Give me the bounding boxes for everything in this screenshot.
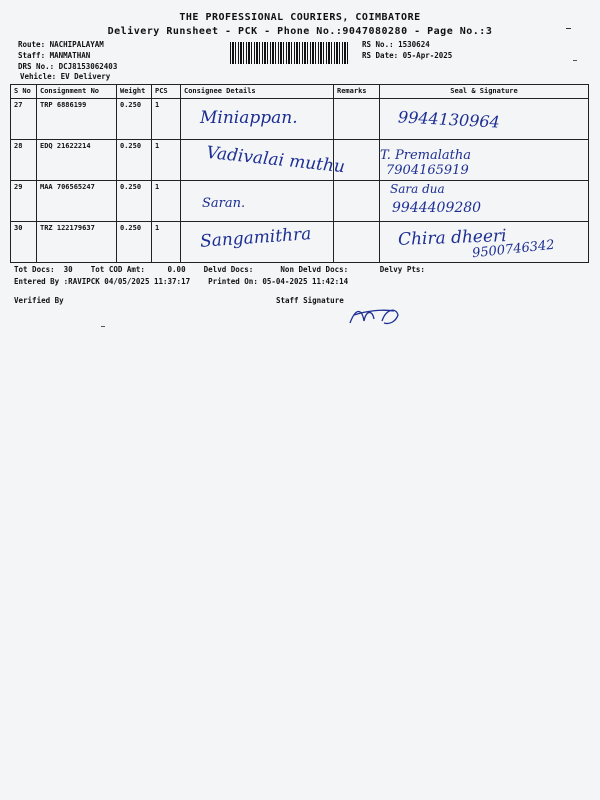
barcode — [230, 42, 348, 64]
cell-sno: 28 — [11, 140, 37, 181]
handwritten-signature-29-phone: 9944409280 — [392, 200, 482, 216]
cell-remarks — [334, 99, 380, 140]
entered-printed-info: Entered By :RAVIPCK 04/05/2025 11:37:17 Printed On: 05-04-2025 11:42:14 — [14, 277, 349, 286]
cell-pcs: 1 — [152, 140, 181, 181]
cell-pcs: 1 — [152, 99, 181, 140]
scan-mark — [573, 60, 577, 61]
table-row — [11, 181, 589, 222]
scan-mark — [101, 326, 105, 327]
handwritten-consignee-28: Vadivalai muthu — [205, 142, 346, 178]
cell-remarks — [334, 181, 380, 222]
vehicle-label: Vehicle: EV Delivery — [20, 72, 111, 81]
handwritten-signature-30-name: Chira dheeri — [397, 226, 507, 250]
col-header-pcs: PCS — [152, 85, 181, 99]
handwritten-signature-29-name: Sara dua — [390, 182, 445, 196]
cell-consignment: TRP 6886199 — [37, 99, 117, 140]
handwritten-signature-28-name: T. Premalatha — [380, 148, 472, 163]
col-header-consignment: Consignment No — [37, 85, 117, 99]
cell-consignment: EDQ 21622214 — [37, 140, 117, 181]
rs-date: RS Date: 05-Apr-2025 — [362, 51, 453, 60]
drs-number: DRS No.: DCJ8153062403 — [18, 62, 118, 71]
cell-consignment: MAA 706565247 — [37, 181, 117, 222]
cell-sno: 30 — [11, 222, 37, 263]
col-header-sno: S No — [11, 85, 37, 99]
cell-pcs: 1 — [152, 222, 181, 263]
cell-weight: 0.250 — [117, 181, 152, 222]
col-header-consignee: Consignee Details — [181, 85, 334, 99]
totals-summary: Tot Docs: 30 Tot COD Amt: 0.00 Delvd Docs: Non Delvd Docs: Delvy Pts: — [14, 265, 425, 274]
handwritten-signature-27: 9944130964 — [397, 107, 501, 132]
col-header-weight: Weight — [117, 85, 152, 99]
table-row — [11, 99, 589, 140]
cell-weight: 0.250 — [117, 222, 152, 263]
route-label: Route: NACHIPALAYAM — [18, 40, 104, 49]
runsheet-title: Delivery Runsheet - PCK - Phone No.:9047080280 - Page No.:3 — [107, 26, 493, 37]
cell-sno: 27 — [11, 99, 37, 140]
table-header-row — [11, 85, 589, 99]
handwritten-consignee-29: Saran. — [202, 196, 246, 211]
col-header-signature: Seal & Signature — [380, 85, 589, 99]
handwritten-signature-30-phone: 9500746342 — [471, 237, 556, 262]
scan-mark — [566, 28, 571, 29]
cell-weight: 0.250 — [117, 99, 152, 140]
handwritten-consignee-30: Sangamithra — [199, 224, 312, 252]
cell-weight: 0.250 — [117, 140, 152, 181]
handwritten-signature-28-phone: 7904165919 — [386, 163, 469, 178]
col-header-remarks: Remarks — [334, 85, 380, 99]
cell-sno: 29 — [11, 181, 37, 222]
staff-label: Staff: MANMATHAN — [18, 51, 91, 60]
staff-signature-label: Staff Signature — [276, 296, 344, 305]
company-title: THE PROFESSIONAL COURIERS, COIMBATORE — [179, 12, 421, 23]
cell-consignment: TRZ 122179637 — [37, 222, 117, 263]
cell-pcs: 1 — [152, 181, 181, 222]
cell-remarks — [334, 222, 380, 263]
staff-signature-mark — [346, 303, 402, 329]
rs-number: RS No.: 1530624 — [362, 40, 430, 49]
verified-by-label: Verified By — [14, 296, 64, 305]
handwritten-consignee-27: Miniappan. — [200, 108, 298, 128]
